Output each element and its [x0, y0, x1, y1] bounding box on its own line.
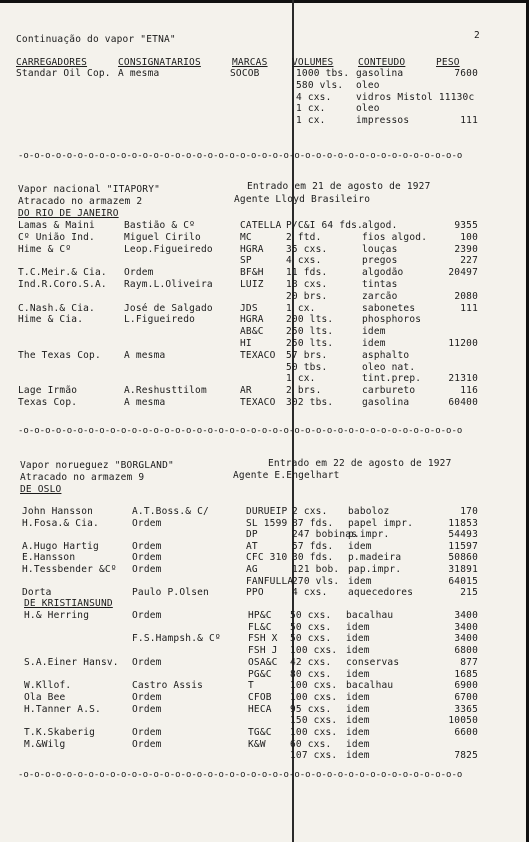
- col-header-peso: PESO: [436, 57, 460, 68]
- manifest-cell-mark: K&W: [248, 738, 266, 750]
- manifest-cell-content: zarcão: [362, 290, 398, 302]
- agent: Agente E.Engelhart: [233, 470, 340, 481]
- manifest-cell-mark: LUIZ: [240, 279, 264, 290]
- manifest-cell-consignee: Ordem: [132, 564, 162, 575]
- manifest-cell-volume: 50 tbs.: [286, 361, 328, 373]
- manifest-cell-volume: 50 cxs.: [290, 621, 332, 633]
- manifest-cell-weight: 116: [460, 385, 478, 397]
- manifest-cell-mark: TEXACO: [240, 349, 276, 361]
- manifest-cell-content: idem: [346, 691, 370, 703]
- manifest-cell-mark: MC: [240, 231, 252, 243]
- manifest-cell-content: algod.: [362, 220, 398, 231]
- manifest-cell-shipper: The Texas Cop.: [18, 349, 101, 361]
- manifest-cell-shipper: T.C.Meir.& Cia.: [18, 267, 107, 279]
- manifest-cell-volume: 1 cx.: [296, 103, 326, 115]
- manifest-cell-volume: 100 cxs.: [290, 680, 338, 692]
- section-separator: -o-o-o-o-o-o-o-o-o-o-o-o-o-o-o-o-o-o-o-o-o-o-o-o-o-o-o-o-o-o-o-o-o-o-o-o-o-o-o-o-o: [18, 426, 463, 436]
- manifest-cell-volume: 60 cxs.: [290, 738, 332, 750]
- manifest-cell-volume: 4 cxs.: [286, 255, 322, 267]
- manifest-cell-mark: AG: [246, 564, 258, 575]
- manifest-cell-mark: DURUEIP: [246, 506, 288, 517]
- manifest-cell-weight: 6600: [454, 727, 478, 738]
- manifest-cell-weight: 11200: [448, 338, 478, 349]
- manifest-cell-volume: 4 cxs.: [296, 91, 332, 103]
- manifest-cell-volume: 580 vls.: [296, 79, 344, 91]
- manifest-cell-content: bacalhau: [346, 680, 394, 692]
- manifest-cell-volume: 1 cx.: [286, 302, 316, 314]
- manifest-cell-weight: 111: [460, 302, 478, 314]
- manifest-cell-content: tint.prep.: [362, 373, 422, 385]
- manifest-cell-mark: CFC 310: [246, 552, 288, 564]
- origin-port: DE KRISTIANSUND: [24, 598, 113, 609]
- page-number: 2: [474, 30, 480, 41]
- manifest-cell-consignee: Ordem: [132, 738, 162, 750]
- manifest-cell-shipper: Dorta: [22, 587, 52, 599]
- manifest-cell-volume: 87 fds.: [292, 517, 334, 529]
- manifest-cell-shipper: Texas Cop.: [18, 397, 78, 408]
- manifest-cell-weight: 170: [460, 506, 478, 517]
- col-header-volumes: VOLUMES: [292, 57, 334, 68]
- manifest-cell-weight: 21310: [448, 373, 478, 385]
- manifest-cell-weight: 7825: [454, 750, 478, 762]
- manifest-cell-weight: 3400: [454, 633, 478, 645]
- manifest-cell-content: oleo nat.: [362, 361, 416, 373]
- manifest-cell-shipper: Lamas & Maini: [18, 220, 95, 231]
- manifest-cell-shipper: C.Nash.& Cia.: [18, 302, 95, 314]
- manifest-cell-content: idem: [346, 703, 370, 715]
- manifest-cell-shipper: Ind.R.Coro.S.A.: [18, 279, 107, 290]
- manifest-cell-consignee: Bastião & Cº: [124, 220, 196, 231]
- manifest-cell-volume: 100 cxs.: [290, 691, 338, 703]
- manifest-cell-mark: HGRA: [240, 314, 264, 326]
- berth: Atracado no armazem 9: [20, 472, 145, 483]
- manifest-cell-volume: 1 cx.: [296, 115, 326, 127]
- manifest-cell-consignee: A.T.Boss.& C/: [132, 506, 209, 517]
- manifest-cell-mark: SOCOB: [230, 68, 260, 79]
- manifest-cell-volume: 302 tbs.: [286, 397, 334, 408]
- manifest-cell-shipper: Standar Oil Cop.: [16, 68, 111, 79]
- manifest-cell-shipper: H.Tessbender &Cº: [22, 564, 117, 575]
- manifest-cell-content: oleo: [356, 79, 380, 91]
- manifest-cell-content: carbureto: [362, 385, 416, 397]
- manifest-cell-content: tintas: [362, 279, 398, 290]
- manifest-cell-content: idem: [346, 750, 370, 762]
- manifest-cell-shipper: H.Tanner A.S.: [24, 703, 101, 715]
- manifest-cell-weight: 215: [460, 587, 478, 599]
- manifest-cell-mark: HECA: [248, 703, 272, 715]
- manifest-cell-weight: 2080: [454, 290, 478, 302]
- manifest-cell-content: asphalto: [362, 349, 410, 361]
- manifest-cell-consignee: Ordem: [132, 552, 162, 564]
- manifest-cell-weight: 20497: [448, 267, 478, 279]
- manifest-cell-content: idem: [346, 668, 370, 680]
- manifest-cell-consignee: Ordem: [132, 691, 162, 703]
- manifest-cell-volume: 95 cxs.: [290, 703, 332, 715]
- manifest-cell-shipper: M.&Wilg: [24, 738, 66, 750]
- manifest-cell-content: p.madeira: [348, 552, 402, 564]
- manifest-cell-shipper: E.Hansson: [22, 552, 76, 564]
- manifest-cell-volume: 1000 tbs.: [296, 68, 350, 79]
- manifest-cell-consignee: Ordem: [124, 267, 154, 279]
- manifest-cell-mark: SL 1599: [246, 517, 288, 529]
- manifest-cell-content: idem: [346, 633, 370, 645]
- manifest-cell-content: idem: [346, 621, 370, 633]
- manifest-cell-mark: FSH J: [248, 645, 278, 657]
- manifest-cell-mark: HP&C: [248, 610, 272, 621]
- manifest-cell-weight: 877: [460, 656, 478, 668]
- manifest-cell-mark: PG&C: [248, 668, 272, 680]
- manifest-cell-content: gasolina: [356, 68, 404, 79]
- manifest-cell-content: aquecedores: [348, 587, 414, 599]
- section-separator: -o-o-o-o-o-o-o-o-o-o-o-o-o-o-o-o-o-o-o-o-o-o-o-o-o-o-o-o-o-o-o-o-o-o-o-o-o-o-o-o-o: [18, 151, 463, 161]
- berth: Atracado no armazem 2: [18, 196, 143, 207]
- manifest-cell-mark: CFOB: [248, 691, 272, 703]
- manifest-cell-content: pregos: [362, 255, 398, 267]
- manifest-cell-mark: HI: [240, 338, 252, 349]
- manifest-cell-volume: 50 cxs.: [290, 610, 332, 621]
- manifest-cell-volume: 107 cxs.: [290, 750, 338, 762]
- col-header-marcas: MARCAS: [232, 57, 268, 68]
- manifest-cell-weight: 227: [460, 255, 478, 267]
- manifest-cell-content: idem: [348, 575, 372, 587]
- section-separator: -o-o-o-o-o-o-o-o-o-o-o-o-o-o-o-o-o-o-o-o-o-o-o-o-o-o-o-o-o-o-o-o-o-o-o-o-o-o-o-o-o: [18, 770, 463, 780]
- manifest-cell-weight: 11597: [448, 540, 478, 552]
- manifest-cell-volume: 42 cxs.: [290, 656, 332, 668]
- manifest-cell-content: pap.impr.: [348, 564, 402, 575]
- manifest-cell-content: idem: [362, 338, 386, 349]
- manifest-cell-volume: 200 lts.: [286, 314, 334, 326]
- manifest-cell-consignee: Ordem: [132, 727, 162, 738]
- manifest-cell-weight: 54493: [448, 529, 478, 541]
- manifest-cell-volume: 57 fds.: [292, 540, 334, 552]
- manifest-cell-mark: HGRA: [240, 243, 264, 255]
- manifest-cell-volume: 80 cxs.: [290, 668, 332, 680]
- vessel-name: Vapor nacional "ITAPORY": [18, 184, 161, 195]
- manifest-cell-weight: 111: [460, 115, 478, 127]
- manifest-cell-volume: 100 cxs.: [290, 727, 338, 738]
- manifest-cell-volume: 18 cxs.: [286, 279, 328, 290]
- manifest-cell-weight: 6700: [454, 691, 478, 703]
- manifest-cell-weight: 100: [460, 231, 478, 243]
- manifest-cell-content: phosphoros: [362, 314, 422, 326]
- agent: Agente Lloyd Brasileiro: [234, 194, 371, 205]
- manifest-cell-mark: FSH X: [248, 633, 278, 645]
- manifest-cell-content: impressos: [356, 115, 410, 127]
- manifest-cell-content: p.impr.: [348, 529, 390, 541]
- manifest-cell-consignee: Leop.Figueiredo: [124, 243, 213, 255]
- manifest-cell-volume: 250 lts.: [286, 338, 334, 349]
- col-header-carregadores: CARREGADORES: [16, 57, 88, 68]
- manifest-cell-content: algodão: [362, 267, 404, 279]
- manifest-cell-mark: JDS: [240, 302, 258, 314]
- manifest-cell-weight: 7600: [454, 68, 478, 79]
- manifest-cell-volume: 270 vls.: [292, 575, 340, 587]
- manifest-cell-volume: 50 cxs.: [290, 633, 332, 645]
- manifest-cell-volume: 30 fds.: [292, 552, 334, 564]
- manifest-cell-weight: 11853: [448, 517, 478, 529]
- manifest-cell-weight: 6800: [454, 645, 478, 657]
- manifest-cell-weight: 3365: [454, 703, 478, 715]
- manifest-cell-content: vidros Mistol 11130c: [356, 91, 475, 103]
- manifest-cell-consignee: Ordem: [132, 540, 162, 552]
- manifest-cell-consignee: A mesma: [124, 397, 166, 408]
- manifest-cell-mark: TEXACO: [240, 397, 276, 408]
- manifest-cell-mark: AB&C: [240, 326, 264, 338]
- entry-date: Entrado em 21 de agosto de 1927: [247, 181, 431, 192]
- manifest-cell-content: oleo: [356, 103, 380, 115]
- manifest-cell-consignee: José de Salgado: [124, 302, 213, 314]
- manifest-cell-shipper: H.& Herring: [24, 610, 90, 621]
- manifest-cell-shipper: A.Hugo Hartig: [22, 540, 99, 552]
- manifest-cell-volume: 4 cxs.: [292, 587, 328, 599]
- page-title: Continuação do vapor "ETNA": [16, 34, 176, 45]
- manifest-cell-content: idem: [346, 727, 370, 738]
- manifest-cell-consignee: Ordem: [132, 656, 162, 668]
- manifest-cell-mark: TG&C: [248, 727, 272, 738]
- manifest-cell-volume: 1 cx.: [286, 373, 316, 385]
- manifest-cell-content: idem: [346, 715, 370, 727]
- manifest-cell-volume: 2 brs.: [286, 385, 322, 397]
- manifest-cell-volume: 250 lts.: [286, 326, 334, 338]
- manifest-cell-volume: 57 brs.: [286, 349, 328, 361]
- manifest-cell-shipper: Hime & Cia.: [18, 314, 84, 326]
- manifest-cell-volume: 150 cxs.: [290, 715, 338, 727]
- manifest-cell-mark: CATELLA: [240, 220, 282, 231]
- manifest-cell-mark: PPO: [246, 587, 264, 599]
- manifest-cell-volume: 247 bobinas: [292, 529, 358, 541]
- manifest-cell-weight: 31891: [448, 564, 478, 575]
- manifest-cell-content: louças: [362, 243, 398, 255]
- manifest-cell-shipper: H.Fosa.& Cia.: [22, 517, 99, 529]
- manifest-cell-volume: 35 cxs.: [286, 243, 328, 255]
- manifest-cell-mark: DP: [246, 529, 258, 541]
- manifest-cell-weight: 3400: [454, 610, 478, 621]
- manifest-cell-consignee: A mesma: [118, 68, 160, 79]
- manifest-cell-content: idem: [346, 645, 370, 657]
- vessel-name: Vapor norueguez "BORGLAND": [20, 460, 174, 471]
- manifest-cell-weight: 50860: [448, 552, 478, 564]
- manifest-cell-mark: AT: [246, 540, 258, 552]
- manifest-cell-consignee: Ordem: [132, 703, 162, 715]
- manifest-cell-consignee: F.S.Hampsh.& Cº: [132, 633, 221, 645]
- manifest-cell-mark: BF&H: [240, 267, 264, 279]
- manifest-cell-volume: P/C&I 64 fds.: [286, 220, 363, 231]
- manifest-cell-content: sabonetes: [362, 302, 416, 314]
- manifest-cell-consignee: Ordem: [132, 517, 162, 529]
- manifest-cell-weight: 6900: [454, 680, 478, 692]
- manifest-cell-shipper: S.A.Einer Hansv.: [24, 656, 119, 668]
- manifest-cell-content: baboloz: [348, 506, 390, 517]
- manifest-cell-mark: OSA&C: [248, 656, 278, 668]
- manifest-cell-volume: 20 brs.: [286, 290, 328, 302]
- manifest-cell-content: papel impr.: [348, 517, 414, 529]
- manifest-cell-weight: 9355: [454, 220, 478, 231]
- manifest-cell-content: idem: [348, 540, 372, 552]
- manifest-cell-content: conservas: [346, 656, 400, 668]
- col-header-conteudo: CONTEUDO: [358, 57, 406, 68]
- manifest-cell-shipper: Ola Bee: [24, 691, 66, 703]
- scan-top-edge: [0, 0, 529, 3]
- manifest-cell-shipper: T.K.Skaberig: [24, 727, 96, 738]
- origin-port: DE OSLO: [20, 484, 62, 495]
- manifest-cell-consignee: Castro Assis: [132, 680, 204, 692]
- manifest-cell-mark: FANFULLA: [246, 575, 294, 587]
- manifest-cell-consignee: A.Reshusttilom: [124, 385, 207, 397]
- manifest-cell-volume: 11 fds.: [286, 267, 328, 279]
- manifest-cell-shipper: Hime & Cº: [18, 243, 72, 255]
- manifest-cell-shipper: Lage Irmão: [18, 385, 78, 397]
- manifest-cell-mark: SP: [240, 255, 252, 267]
- manifest-cell-content: bacalhau: [346, 610, 394, 621]
- manifest-cell-weight: 1685: [454, 668, 478, 680]
- manifest-cell-mark: FL&C: [248, 621, 272, 633]
- manifest-cell-volume: 2 ftd.: [286, 231, 322, 243]
- manifest-cell-weight: 10050: [448, 715, 478, 727]
- manifest-cell-content: idem: [362, 326, 386, 338]
- entry-date: Entrado em 22 de agosto de 1927: [268, 458, 452, 469]
- manifest-cell-mark: T: [248, 680, 254, 692]
- manifest-cell-shipper: W.Kllof.: [24, 680, 72, 692]
- manifest-cell-mark: AR: [240, 385, 252, 397]
- manifest-cell-content: idem: [346, 738, 370, 750]
- manifest-cell-weight: 2390: [454, 243, 478, 255]
- manifest-cell-consignee: L.Figueiredo: [124, 314, 196, 326]
- manifest-cell-consignee: Raym.L.Oliveira: [124, 279, 213, 290]
- manifest-cell-volume: 2 cxs.: [292, 506, 328, 517]
- manifest-cell-weight: 3400: [454, 621, 478, 633]
- manifest-cell-content: fios algod.: [362, 231, 428, 243]
- col-header-consignatarios: CONSIGNATARIOS: [118, 57, 201, 68]
- manifest-cell-weight: 60400: [448, 397, 478, 408]
- manifest-cell-volume: 100 cxs.: [290, 645, 338, 657]
- manifest-cell-shipper: Cº União Ind.: [18, 231, 95, 243]
- manifest-cell-shipper: John Hansson: [22, 506, 94, 517]
- manifest-cell-consignee: A mesma: [124, 349, 166, 361]
- manifest-cell-volume: 121 bob.: [292, 564, 340, 575]
- origin-port: DO RIO DE JANEIRO: [18, 208, 119, 219]
- manifest-cell-consignee: Ordem: [132, 610, 162, 621]
- manifest-cell-content: gasolina: [362, 397, 410, 408]
- manifest-cell-consignee: Paulo P.Olsen: [132, 587, 209, 599]
- manifest-cell-weight: 64015: [448, 575, 478, 587]
- manifest-cell-consignee: Miguel Cirilo: [124, 231, 201, 243]
